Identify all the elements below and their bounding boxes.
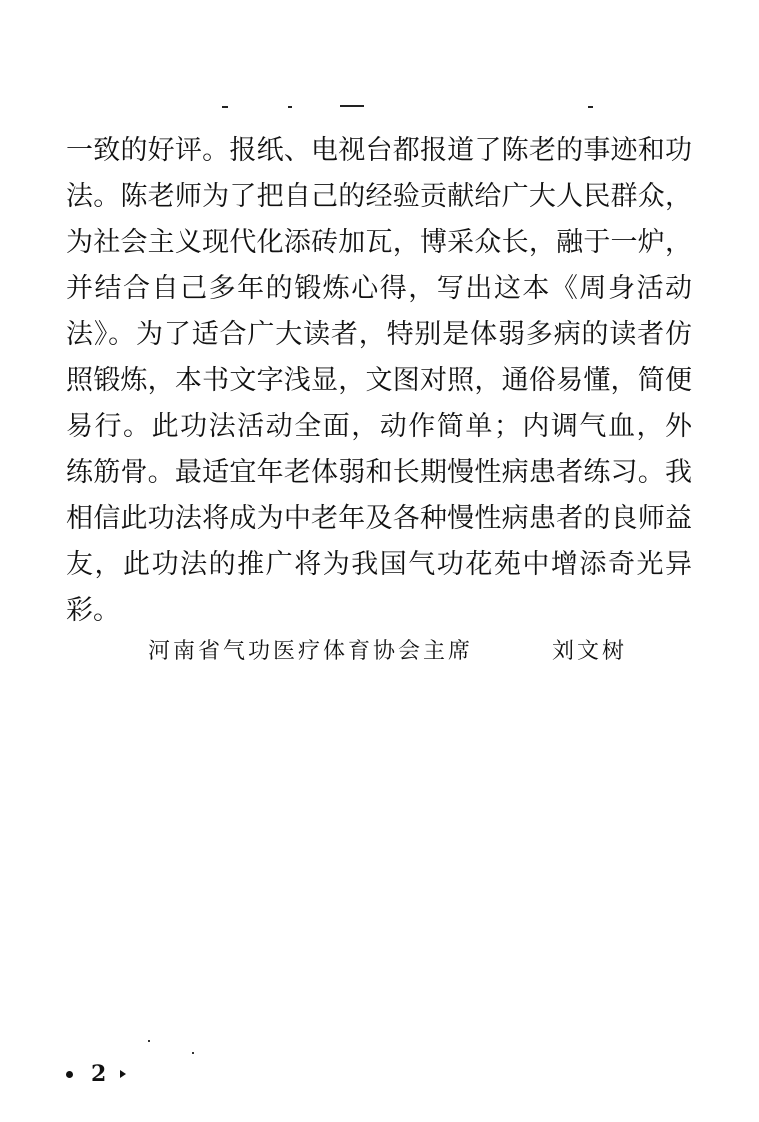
text-line: 友，此功法的推广将为我国气功花苑中增添奇光异	[66, 549, 692, 580]
page-number: 2	[91, 1061, 107, 1087]
text-line: 法。陈老师为了把自己的经验贡献给广大人民群众，	[66, 181, 692, 212]
text-line: 并结合自己多年的锻炼心得，写出这本《周身活动	[66, 273, 692, 304]
text-line: 为社会主义现代化添砖加瓦，博采众长，融于一炉，	[66, 227, 692, 258]
text-line: 一致的好评。报纸、电视台都报道了陈老的事迹和功	[66, 135, 692, 166]
signature-name: 刘文树	[552, 639, 628, 664]
text-line: 法》。为了适合广大读者，特别是体弱多病的读者仿	[66, 319, 692, 350]
body-paragraph	[66, 128, 692, 634]
page-footer	[66, 1060, 126, 1087]
scan-artifacts	[200, 104, 600, 116]
text-line: 易行。此功法活动全面，动作简单；内调气血，外	[66, 411, 692, 442]
triangle-marker-icon	[120, 1070, 126, 1078]
signature-organization: 河南省气功医疗体育协会主席	[148, 639, 474, 664]
text-line: 照锻炼，本书文字浅显，文图对照，通俗易懂，简便	[66, 365, 692, 396]
text-line: 练筋骨。最适宜年老体弱和长期慢性病患者练习。我	[66, 457, 692, 488]
scan-artifact	[192, 1052, 194, 1054]
text-line: 彩。	[66, 595, 120, 626]
text-line: 相信此功法将成为中老年及各种慢性病患者的良师益	[66, 503, 692, 534]
bullet-dot-icon	[66, 1071, 73, 1078]
scan-artifact	[148, 1040, 150, 1042]
